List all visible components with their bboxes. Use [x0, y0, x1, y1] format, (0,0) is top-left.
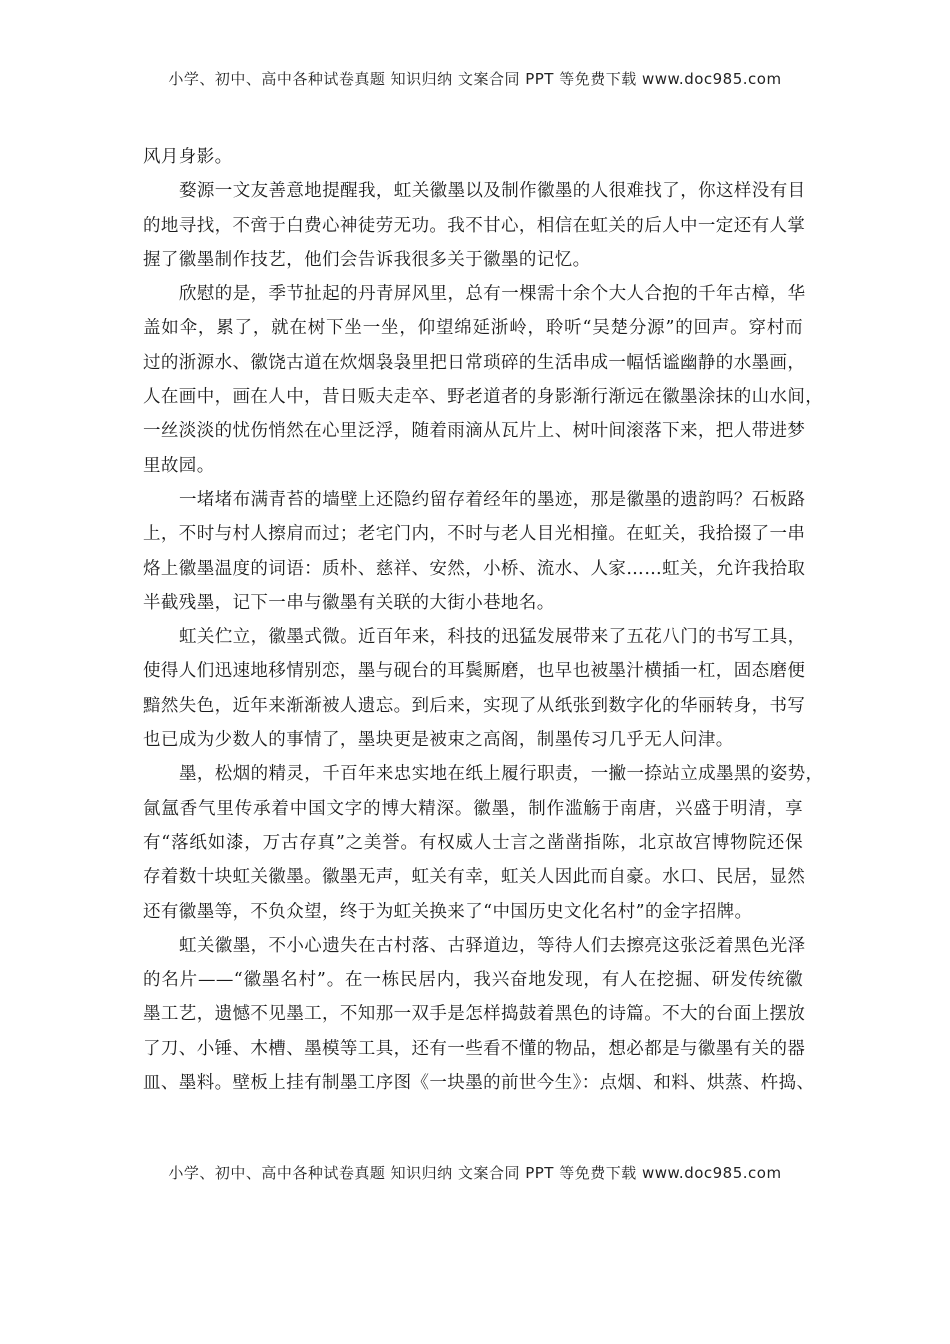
- text-line: 盖如伞，累了，就在树下坐一坐，仰望绵延浙岭，聆听“吴楚分源”的回声。穿村而: [143, 318, 803, 339]
- paragraph: [143, 620, 806, 757]
- paragraph: [143, 483, 806, 620]
- paragraph: [143, 277, 824, 483]
- text-line: 墨工艺，遗憾不见墨工，不知那一双手是怎样捣鼓着黑色的诗篇。不大的台面上摆放: [143, 1004, 806, 1025]
- paragraph: [143, 929, 815, 1100]
- text-line: 皿、墨料。壁板上挂有制墨工序图《一块墨的前世今生》：点烟、和料、烘蒸、杵捣、: [143, 1073, 815, 1094]
- text-line: 有“落纸如漆，万古存真”之美誉。有权威人士言之凿凿指陈，北京故宫博物院还保: [143, 832, 803, 853]
- paragraph: [143, 174, 806, 277]
- text-line: 黯然失色，近年来渐渐被人遗忘。到后来，实现了从纸张到数字化的华丽转身，书写: [143, 695, 806, 716]
- text-line: 半截残墨，记下一串与徽墨有关联的大街小巷地名。: [143, 592, 555, 613]
- text-line: 墨，松烟的精灵，千百年来忠实地在纸上履行职责，一撇一捺站立成墨黑的姿势，: [179, 764, 824, 785]
- text-line: 过的浙源水、徽饶古道在炊烟袅袅里把日常琐碎的生活串成一幅恬谧幽静的水墨画，: [143, 352, 806, 373]
- text-line: 握了徽墨制作技艺，他们会告诉我很多关于徽墨的记忆。: [143, 249, 591, 270]
- text-line: 了刀、小锤、木槽、墨模等工具，还有一些看不懂的物品，想必都是与徽墨有关的器: [143, 1038, 806, 1059]
- text-line: 烙上徽墨温度的词语：质朴、慈祥、安然，小桥、流水、人家……虹关，允许我拾取: [143, 558, 806, 579]
- text-line: 虹关徽墨，不小心遗失在古村落、古驿道边，等待人们去擦亮这张泛着黑色光泽: [179, 935, 806, 956]
- text-line: 虹关伫立，徽墨式微。近百年来，科技的迅猛发展带来了五花八门的书写工具，: [179, 627, 806, 648]
- paragraph: [143, 140, 803, 174]
- text-line: 风月身影。: [143, 147, 233, 167]
- text-line: 的名片——“徽墨名村”。在一栋民居内，我兴奋地发现，有人在挖掘、研发传统徽: [143, 970, 803, 991]
- text-line: 一丝淡淡的忧伤悄然在心里泛浮，随着雨滴从瓦片上、树叶间滚落下来，把人带进梦: [143, 421, 806, 442]
- text-line: 还有徽墨等，不负众望，终于为虹关换来了“中国历史文化名村”的金字招牌。: [143, 901, 753, 922]
- text-line: 里故园。: [143, 455, 215, 476]
- page-header: 小学、初中、高中各种试卷真题 知识归纳 文案合同 PPT 等免费下载 www.doc985.com: [168, 70, 782, 88]
- text-line: 婺源一文友善意地提醒我，虹关徽墨以及制作徽墨的人很难找了，你这样没有目: [179, 181, 806, 202]
- page-footer: 小学、初中、高中各种试卷真题 知识归纳 文案合同 PPT 等免费下载 www.doc985.com: [168, 1164, 782, 1182]
- text-line: 也已成为少数人的事情了，墨块更是被束之高阁，制墨传习几乎无人问津。: [143, 730, 734, 751]
- article-body: [143, 140, 824, 1100]
- text-line: 一堵堵布满青苔的墙壁上还隐约留存着经年的墨迹，那是徽墨的遗韵吗？石板路: [179, 489, 806, 510]
- text-line: 存着数十块虹关徽墨。徽墨无声，虹关有幸，虹关人因此而自豪。水口、民居，显然: [143, 867, 806, 888]
- text-line: 人在画中，画在人中，昔日贩夫走卒、野老道者的身影渐行渐远在徽墨涂抹的山水间，: [143, 387, 824, 408]
- text-line: 上，不时与村人擦肩而过；老宅门内，不时与老人目光相撞。在虹关，我拾掇了一串: [143, 524, 806, 545]
- text-line: 的地寻找，不啻于白费心神徒劳无功。我不甘心，相信在虹关的后人中一定还有人掌: [143, 215, 806, 236]
- text-line: 欣慰的是，季节扯起的丹青屏风里，总有一棵需十余个大人合抱的千年古樟，华: [179, 284, 806, 305]
- text-line: 使得人们迅速地移情别恋，墨与砚台的耳鬓厮磨，也早也被墨汁横插一杠，固态磨便: [143, 661, 806, 682]
- text-line: 氤氲香气里传承着中国文字的博大精深。徽墨，制作滥觞于南唐，兴盛于明清，享: [143, 798, 803, 819]
- paragraph: [143, 757, 824, 928]
